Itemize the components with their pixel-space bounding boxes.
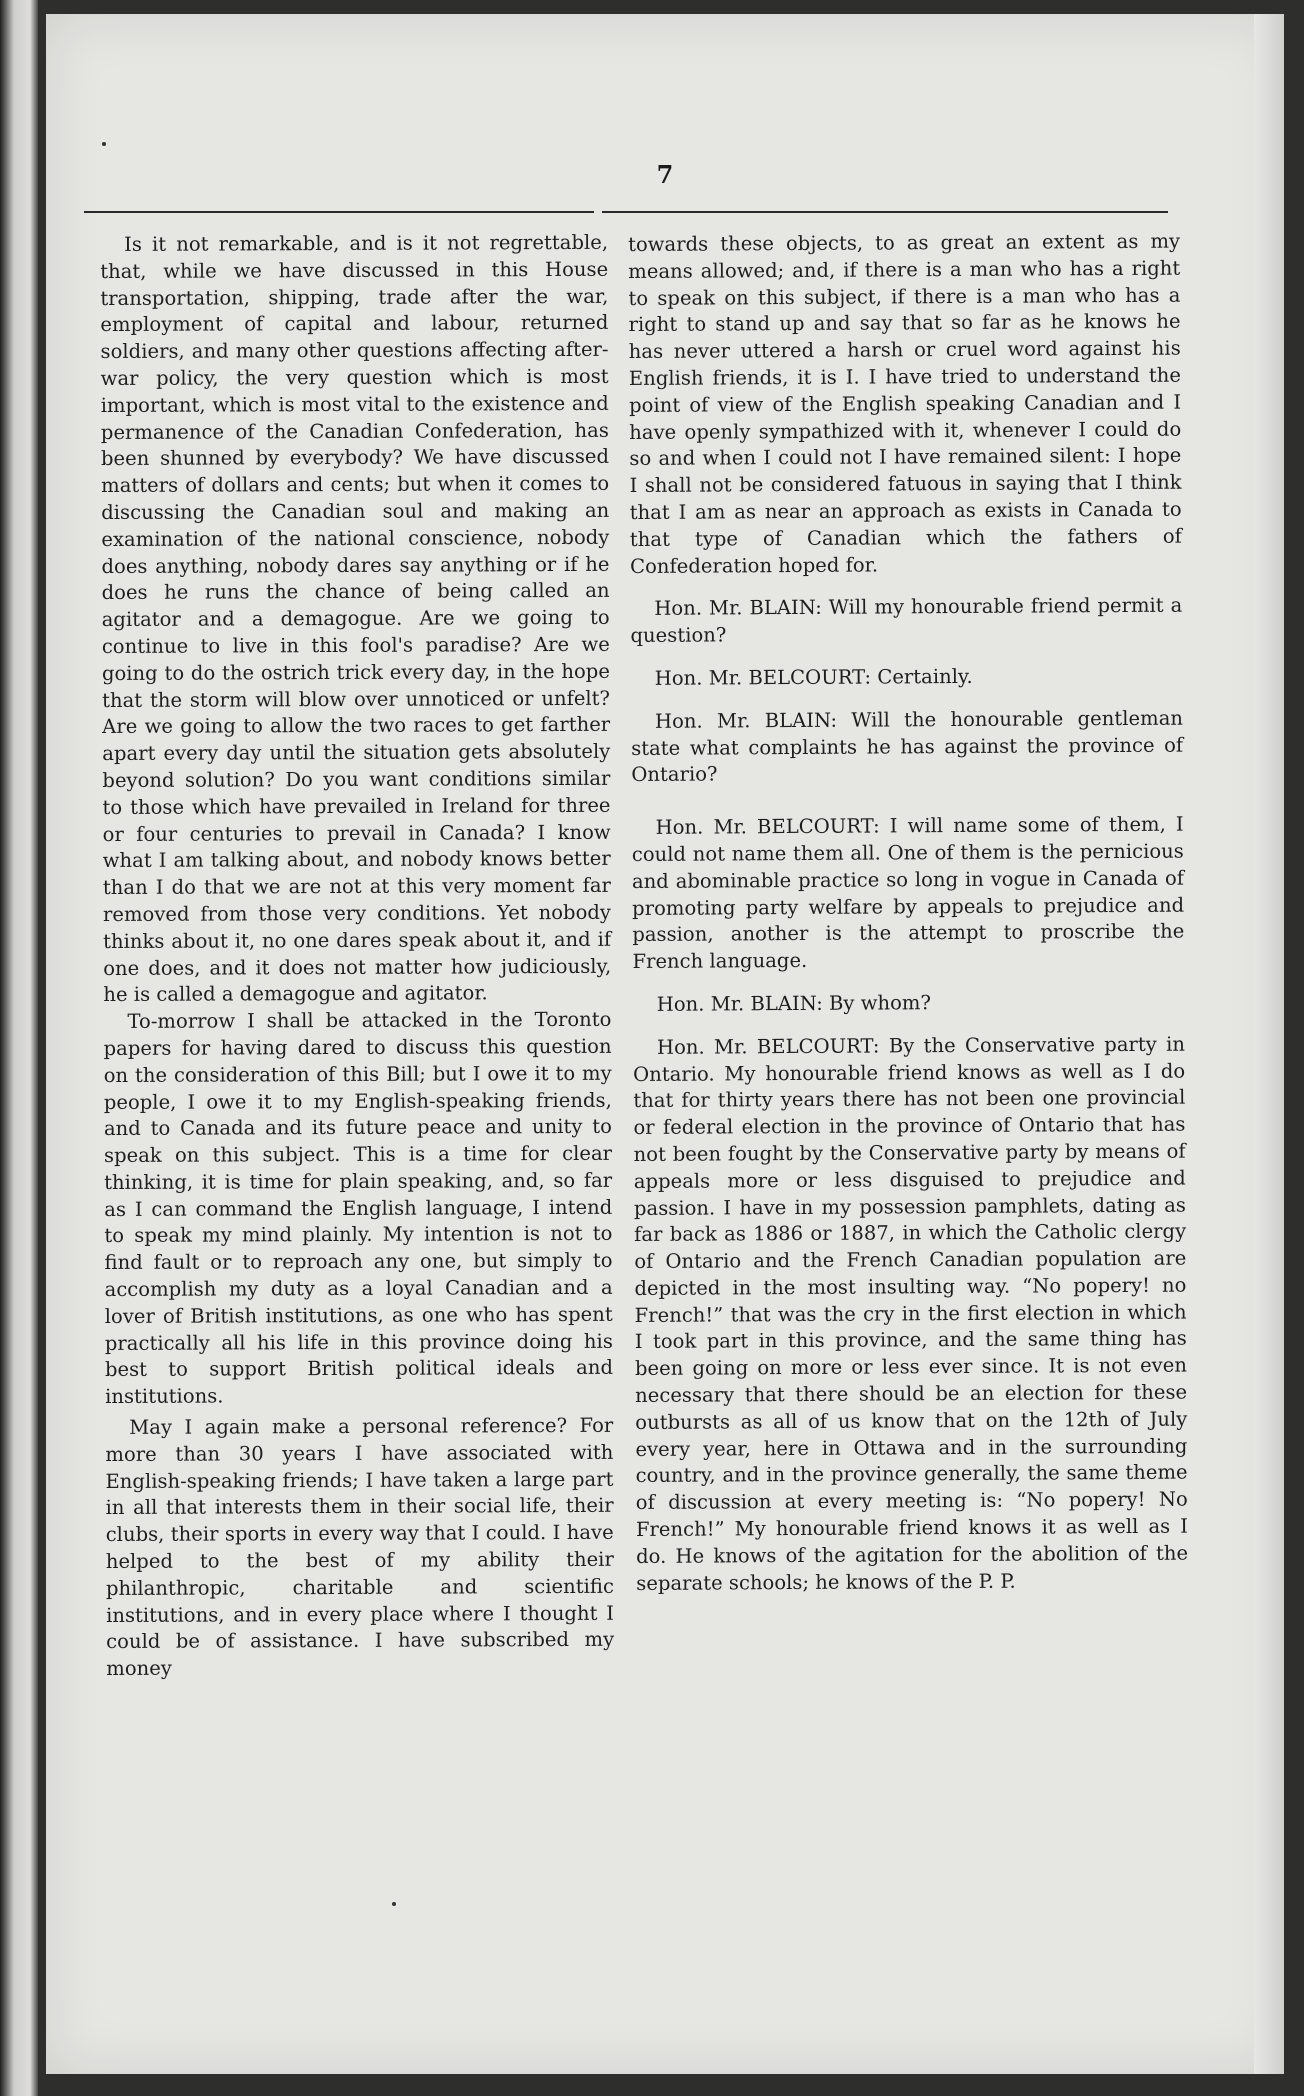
paragraph: Is it not remarkable, and is it not regrettable, that, while we have discussed in this House transportation, shipping, trade after the war, employment of capital and labour, returned soldiers, and many other questions affecting after-war policy, the very question which is most important, which is most vital to the existence and permanence of the Canadian Confederation, has been shunned by everybody? We have discussed matters of dollars and cents; but when it comes to discussing the Canadian soul and making an examination of the national conscience, nobody does anything, nobody dares say anything or if he does he runs the chance of being called an agitator and a demagogue. Are we going to continue to live in this fool's paradise? Are we going to do the ostrich trick every day, in the hope that the storm will blow over unnoticed or unfelt? Are we going to allow the two races to get farther apart every day until the situation gets absolutely beyond solution? Do you want conditions similar to those which have prevailed in Ireland for three or four centuries to prevail in Canada? I know what I am talking about, and nobody knows better than I do that we are not at this very moment far removed from those very conditions. Yet nobody thinks about it, no one dares speak about it, and if one does, and it does not matter how judiciously, he is called a demagogue and agitator. [100,230,612,1007]
speaker-paragraph: Hon. Mr. BLAIN: Will the honourable gentleman state what complaints he has against the province of Ontario? [631,706,1184,787]
header-rule-left [84,211,594,213]
speaker-paragraph: Hon. Mr. BLAIN: Will my honourable friend permit a question? [630,593,1183,648]
paragraph: May I again make a personal reference? For more than 30 years I have associated with English-speaking friends; I have taken a large part in all that interests them in their social life, their clubs, their sports in every way that I could. I have helped to the best of my ability their philanthropic, charitable and scientific institutions, and in every place where I thought I could be of assistance. I have subscribed my money [105,1413,615,1681]
scan-speck [102,142,106,146]
scan-binding-edge [0,0,38,2096]
header-rule-right [602,211,1168,213]
document-page [46,14,1284,2074]
paragraph: towards these objects, to as great an extent as my means allowed; and, if there is a man who has a right to speak on this subject, if there is a man who has a right to stand up and say that so far as he knows he has never uttered a harsh or cruel word against his English friends, it is I. I have tried to understand the point of view of the English speaking Canadian and I have openly sympathized with it, whenever I could do so and when I could not I have remained silent: I hope I shall not be considered fatuous in saying that I think that I am as near an approach as exists in Canada to that type of Canadian which the fathers of Confederation hoped for. [628,229,1182,578]
speaker-paragraph: Hon. Mr. BELCOURT: I will name some of them, I could not name them all. One of them is the pernicious and abominable practice so long in vogue in Canada of promoting party welfare by appeals to prejudice and passion, another is the attempt to proscribe the French language. [631,812,1185,974]
page-number: 7 [656,160,674,189]
speaker-paragraph: Hon. Mr. BELCOURT: By the Conservative party in Ontario. My honourable friend knows as well as I do that for thirty years there has not been one provincial or federal election in the province of Ontario that has not been fought by the Conservative party by means of appeals more or less disguised to prejudice and passion. I have in my possession pamphlets, dating as far back as 1886 or 1887, in which the Catholic clergy of Ontario and the French Canadian population are depicted in the most insulting way. “No popery! no French!” that was the cry in the first election in which I took part in this province, and the same thing has been going on more or less ever since. It is not even necessary that there should be an election for these outbursts as all of us know that on the 12th of July every year, here in Ottawa and in the surrounding country, and in the province generally, the same theme of discussion at every meeting is: “No popery! No French!” My honourable friend knows it as well as I do. He knows of the agitation for the abolition of the separate schools; he knows of the P. P. [633,1032,1189,1595]
right-column [628,229,1188,1598]
scan-speck [392,1902,396,1906]
speaker-paragraph: Hon. Mr. BELCOURT: Certainly. [654,664,973,690]
page-shadow-edge [1254,14,1284,2074]
speaker-paragraph: Hon. Mr. BLAIN: By whom? [656,991,932,1016]
left-column [100,230,614,1683]
paragraph: To-morrow I shall be attacked in the Toronto papers for having dared to discuss this question on the consideration of this Bill; but I owe it to my people, I owe it to my English-speaking friends, and to Canada and its future peace and unity to speak on this subject. This is a time for clear thinking, it is time for plain speaking, and, so far as I can command the English language, I intend to speak my mind plainly. My intention is not to find fault or to reproach any one, but simply to accomplish my duty as a loyal Canadian and a lover of British institutions, as one who has spent practically all his life in this province doing his best to support British political ideals and institutions. [103,1007,614,1409]
